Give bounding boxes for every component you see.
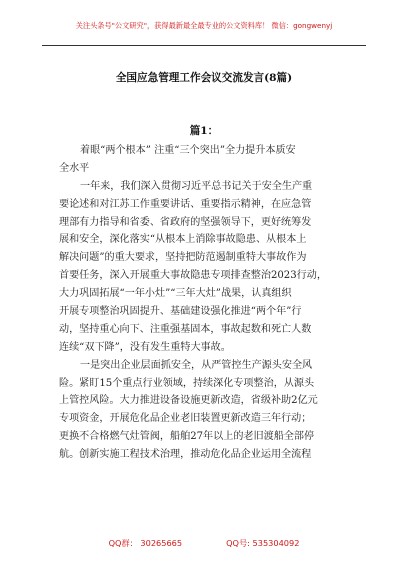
paragraph-line: 一年来，我们深入贯彻习近平总书记关于安全生产重	[80, 180, 313, 192]
paragraph-line: 首要任务，深入开展重大事故隐患专项排查整治2023行动，	[59, 270, 327, 282]
paragraph-line: 要论述和对江苏工作重要讲话、重要指示精神，在应急管	[59, 198, 312, 210]
section-heading: 篇1：	[189, 125, 219, 137]
paragraph-line: 解决问题”的重大要求，坚持把防范遏制重特大事故作为	[59, 252, 307, 264]
paragraph-line: 大力巩固拓展“一年小灶”“三年大灶”战果，认真组织	[59, 288, 292, 300]
qq-number-text: QQ号: 535304092	[226, 538, 300, 548]
contact-footer	[0, 538, 408, 549]
paragraph-line: 动，坚持重心向下、注重强基固本，事故起数和死亡人数	[59, 323, 312, 335]
header-divider	[42, 45, 366, 46]
paragraph-line: 航。创新实施工程技术治理，推动危化品企业运用全流程	[59, 449, 312, 461]
document-title: 全国应急管理工作会议交流发言(8篇)	[115, 72, 293, 84]
paragraph-line: 上管控风险。大力推进设备设施更新改造，省级补助2亿元	[59, 395, 318, 407]
paragraph-line: 理部有力指导和省委、省政府的坚强领导下，更好统筹发	[59, 216, 312, 228]
subtitle-line-2: 全水平	[59, 162, 90, 174]
qq-group-text: QQ群： 30265665	[108, 538, 183, 548]
subtitle-line-1: 着眼“两个根本” 注重“三个突出”全力提升本质安	[80, 145, 296, 156]
paragraph-line: 开展专项整治巩固提升、基础建设强化推进“两个年”行	[59, 306, 302, 318]
promo-banner: 关注头条号"公文研究"，获得最新最全最专业的公文资料库！ 微信：gongwenyj	[75, 21, 333, 30]
paragraph-line: 专项资金，开展危化品企业老旧装置更新改造三年行动；	[59, 413, 312, 425]
paragraph-line: 险。紧盯15个重点行业领域，持续深化专项整治，从源头	[59, 377, 315, 389]
paragraph-line: 更换不合格燃气灶管阀，船舶27年以上的老旧渡船全部停	[59, 431, 315, 443]
paragraph-line: 一是突出企业层面抓安全，从严管控生产源头安全风	[80, 359, 313, 371]
document-body	[59, 142, 354, 464]
paragraph-line: 连续“双下降”，没有发生重特大事故。	[59, 341, 231, 353]
paragraph-line: 展和安全，深化落实“从根本上消除事故隐患、从根本上	[59, 234, 307, 246]
